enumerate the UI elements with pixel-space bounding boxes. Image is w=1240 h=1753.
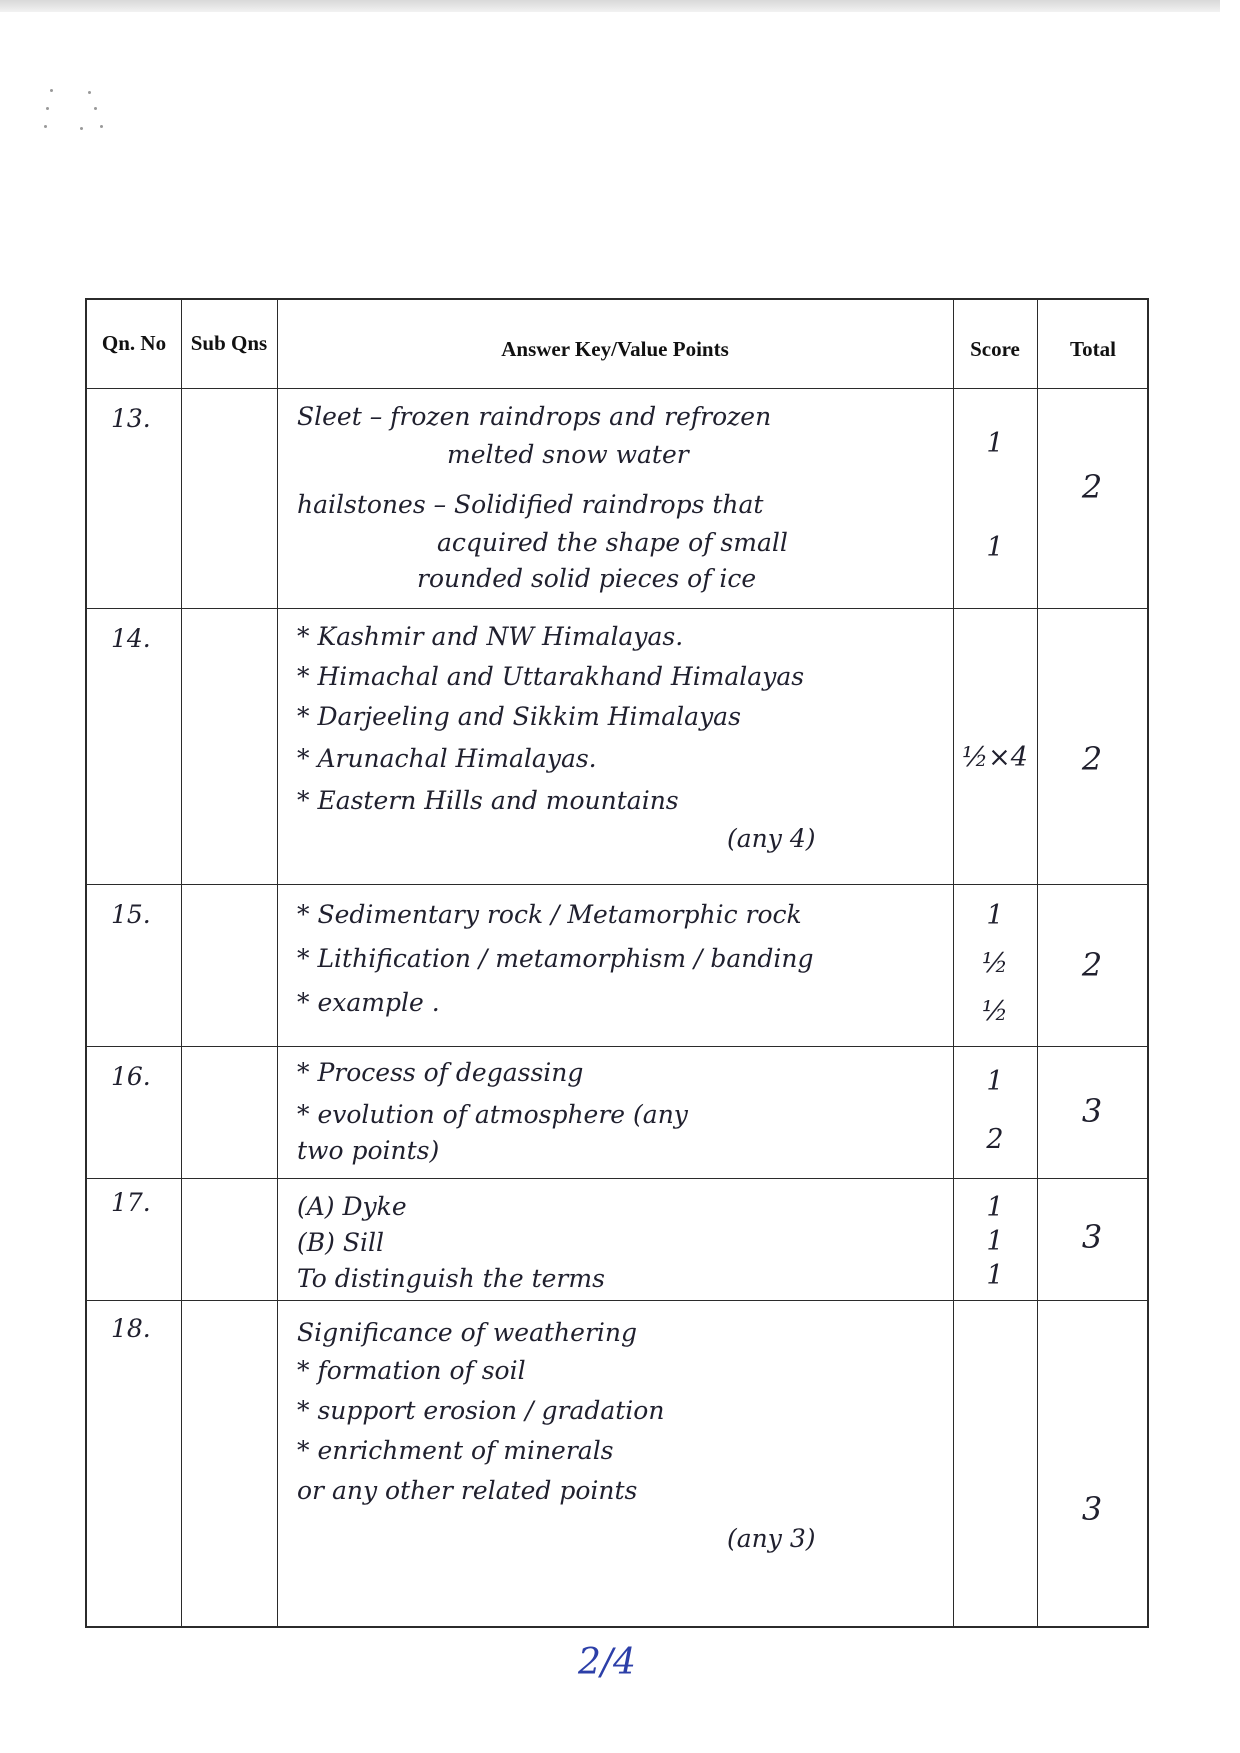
question-number: 18. [111, 1314, 151, 1343]
answer-line: (any 3) [727, 1524, 816, 1553]
answer-line: two points) [297, 1136, 440, 1165]
score-value: 1 [986, 1066, 1004, 1097]
score-value: ½ [981, 996, 1009, 1027]
answer-line: * Eastern Hills and mountains [297, 786, 679, 815]
answer-line: acquired the shape of small [437, 528, 788, 557]
answer-line: * Himachal and Uttarakhand Himalayas [297, 662, 805, 691]
score-value: 1 [986, 1226, 1004, 1257]
question-number: 15. [111, 900, 151, 929]
row-divider [87, 884, 1147, 885]
answer-key-table [85, 298, 1149, 1628]
scan-edge-shadow [0, 0, 1220, 12]
answer-line: * enrichment of minerals [297, 1436, 614, 1465]
answer-line: or any other related points [297, 1476, 638, 1505]
answer-line: * example . [297, 988, 440, 1017]
column-divider [181, 300, 182, 1626]
answer-line: * Process of degassing [297, 1058, 584, 1087]
score-value: 1 [986, 1192, 1004, 1223]
header-sub-qns: Sub Qns [190, 331, 268, 355]
scan-specks [40, 85, 120, 145]
row-divider [87, 388, 1147, 389]
total-value: 3 [1081, 1092, 1103, 1130]
answer-line: * support erosion / gradation [297, 1396, 665, 1425]
answer-line: rounded solid pieces of ice [417, 564, 757, 593]
answer-line: * evolution of atmosphere (any [297, 1100, 688, 1129]
answer-line: * formation of soil [297, 1356, 526, 1385]
row-divider [87, 608, 1147, 609]
question-number: 13. [111, 404, 151, 433]
answer-line: * Arunachal Himalayas. [297, 744, 597, 773]
question-number: 14. [111, 624, 151, 653]
score-value: 1 [986, 428, 1004, 459]
score-value: 1 [986, 900, 1004, 931]
page-number: 2/4 [578, 1642, 636, 1683]
answer-line: Significance of weathering [297, 1318, 637, 1347]
total-value: 2 [1081, 946, 1103, 984]
answer-line: * Darjeeling and Sikkim Himalayas [297, 702, 741, 731]
score-value: ½×4 [962, 742, 1028, 773]
row-divider [87, 1046, 1147, 1047]
answer-line: * Lithification / metamorphism / banding [297, 944, 814, 973]
answer-line: To distinguish the terms [297, 1264, 605, 1293]
score-value: 2 [986, 1124, 1004, 1155]
total-value: 2 [1081, 740, 1103, 778]
header-total: Total [1070, 337, 1116, 361]
header-qn-no: Qn. No [101, 331, 167, 355]
answer-line: * Sedimentary rock / Metamorphic rock [297, 900, 802, 929]
answer-line: * Kashmir and NW Himalayas. [297, 622, 684, 651]
score-value: 1 [986, 1260, 1004, 1291]
total-value: 3 [1081, 1218, 1103, 1256]
score-value: ½ [981, 948, 1009, 979]
question-number: 16. [111, 1062, 151, 1091]
row-divider [87, 1178, 1147, 1179]
score-value: 1 [986, 532, 1004, 563]
total-value: 2 [1081, 468, 1103, 506]
header-score: Score [970, 337, 1020, 361]
answer-line: hailstones – Solidified raindrops that [297, 490, 764, 519]
answer-line: (A) Dyke [297, 1192, 407, 1221]
row-divider [87, 1300, 1147, 1301]
header-answer-key: Answer Key/Value Points [501, 337, 729, 361]
question-number: 17. [111, 1188, 151, 1217]
answer-line: (B) Sill [297, 1228, 384, 1257]
total-value: 3 [1081, 1490, 1103, 1528]
column-divider [277, 300, 278, 1626]
answer-line: melted snow water [447, 440, 689, 469]
answer-line: (any 4) [727, 824, 816, 853]
answer-line: Sleet – frozen raindrops and refrozen [297, 402, 772, 431]
